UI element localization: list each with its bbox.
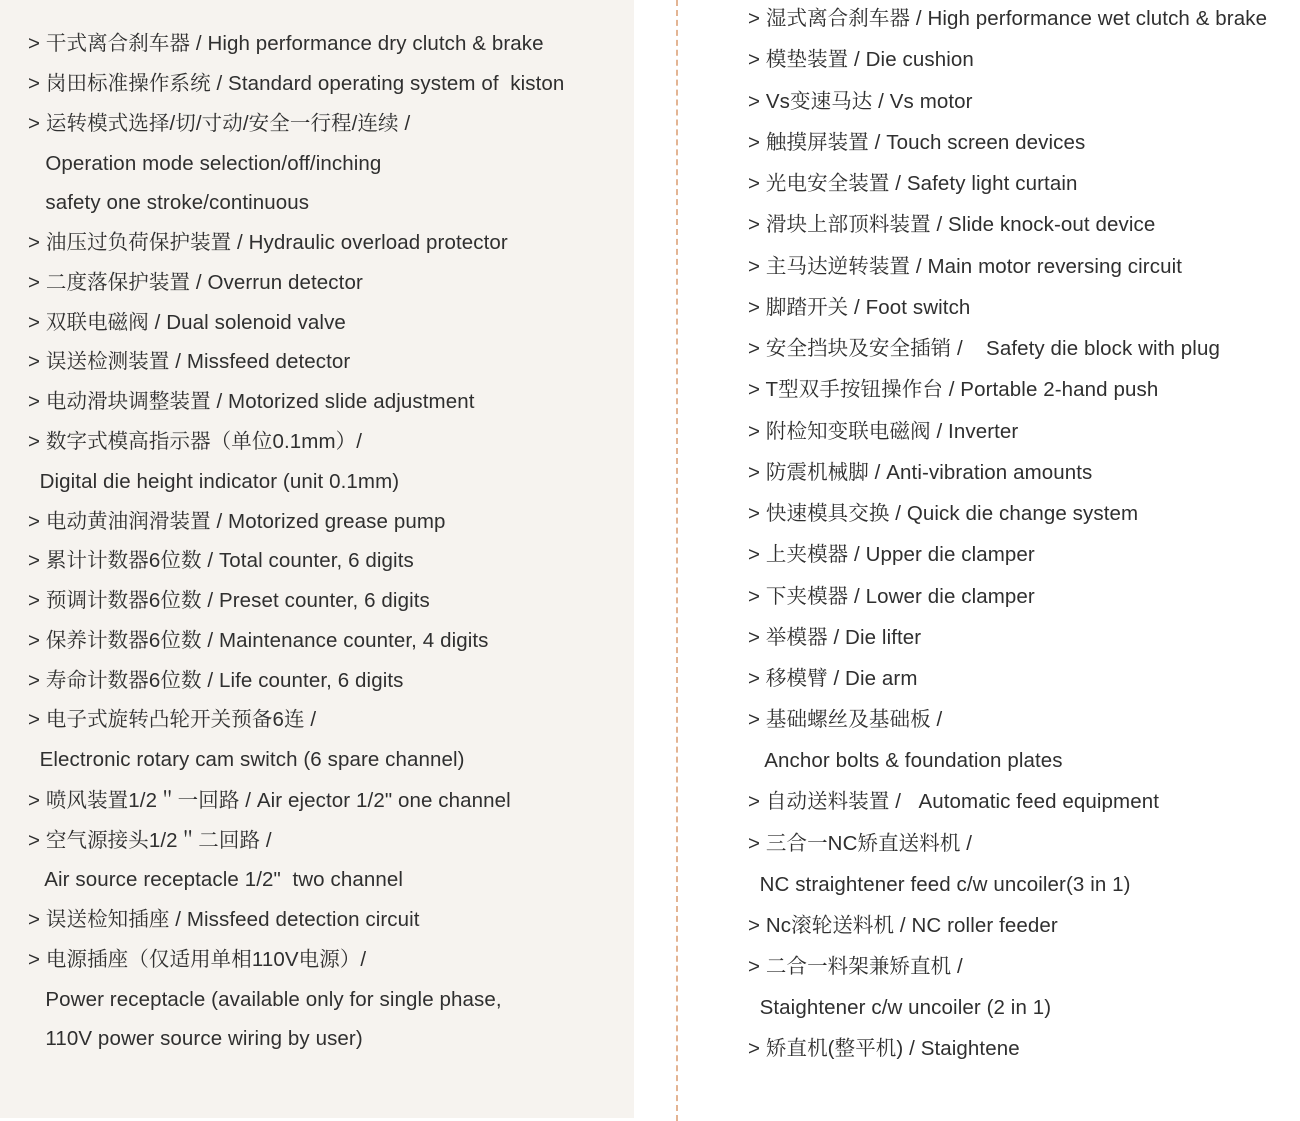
list-item-continuation: Digital die height indicator (unit 0.1mm) [28,470,400,493]
list-item: > 误送检知插座 / Missfeed detection circuit [28,908,420,931]
list-item: > 电动黄油润滑装置 / Motorized grease pump [28,510,446,533]
list-item: > 数字式模高指示器（单位0.1mm）/ [28,430,363,453]
list-item: > 触摸屏装置 / Touch screen devices [748,131,1086,154]
optional-equipment-list [748,0,1300,1100]
list-item: > 油压过负荷保护装置 / Hydraulic overload protector [28,231,508,254]
list-item: > 脚踏开关 / Foot switch [748,296,971,319]
list-item-continuation: Power receptacle (available only for single phase, [28,988,502,1011]
list-item: > 安全挡块及安全插销 / Safety die block with plug [748,337,1220,360]
list-item: > 光电安全装置 / Safety light curtain [748,172,1078,195]
column-divider [676,0,678,1121]
list-item: > 快速模具交换 / Quick die change system [748,502,1139,525]
list-item: > 寿命计数器6位数 / Life counter, 6 digits [28,669,404,692]
list-item: > Nc滚轮送料机 / NC roller feeder [748,914,1058,937]
list-item: > 举模器 / Die lifter [748,626,922,649]
list-item: > 矫直机(整平机) / Staightene [748,1037,1020,1060]
list-item: > 自动送料装置 / Automatic feed equipment [748,790,1160,813]
list-item: > 主马达逆转装置 / Main motor reversing circuit [748,255,1183,278]
list-item-continuation: Air source receptacle 1/2" two channel [28,868,403,891]
list-item: > 保养计数器6位数 / Maintenance counter, 4 digits [28,629,489,652]
list-item: > 预调计数器6位数 / Preset counter, 6 digits [28,589,430,612]
list-item: > 二合一料架兼矫直机 / [748,955,963,978]
list-item: > T型双手按钮操作台 / Portable 2-hand push [748,378,1159,401]
list-item: > 附检知变联电磁阀 / Inverter [748,420,1019,443]
list-item-continuation: 110V power source wiring by user) [28,1027,363,1050]
list-item: > 移模臂 / Die arm [748,667,918,690]
list-item: > 滑块上部顶料装置 / Slide knock-out device [748,213,1156,236]
list-item: > 三合一NC矫直送料机 / [748,832,973,855]
list-item-continuation: Operation mode selection/off/inching [28,152,382,175]
list-item: > 喷风装置1/2＂一回路 / Air ejector 1/2" one channel [28,789,511,812]
list-item: > 电源插座（仅适用单相110V电源）/ [28,948,367,971]
list-item-continuation: NC straightener feed c/w uncoiler(3 in 1) [748,873,1131,896]
list-item: > 二度落保护装置 / Overrun detector [28,271,363,294]
standard-equipment-list [28,0,628,1118]
list-item-continuation: Staightener c/w uncoiler (2 in 1) [748,996,1052,1019]
list-item: > 模垫装置 / Die cushion [748,48,974,71]
list-item: > 防震机械脚 / Anti-vibration amounts [748,461,1093,484]
list-item: > 电动滑块调整装置 / Motorized slide adjustment [28,390,475,413]
list-item: > 误送检测装置 / Missfeed detector [28,350,351,373]
list-item: > 上夹模器 / Upper die clamper [748,543,1035,566]
list-item: > 下夹模器 / Lower die clamper [748,585,1035,608]
list-item-continuation: safety one stroke/continuous [28,191,310,214]
list-item-continuation: Electronic rotary cam switch (6 spare channel) [28,748,465,771]
list-item: > 岗田标准操作系统 / Standard operating system of kiston [28,72,565,95]
list-item: > Vs变速马达 / Vs motor [748,90,973,113]
list-item: > 湿式离合刹车器 / High performance wet clutch & brake [748,7,1268,30]
list-item: > 基础螺丝及基础板 / [748,708,943,731]
list-item: > 双联电磁阀 / Dual solenoid valve [28,311,346,334]
list-item-continuation: Anchor bolts & foundation plates [748,749,1063,772]
list-item: > 空气源接头1/2＂二回路 / [28,829,272,852]
list-item: > 累计计数器6位数 / Total counter, 6 digits [28,549,414,572]
list-item: > 运转模式选择/切/寸动/安全一行程/连续 / [28,112,411,135]
list-item: > 电子式旋转凸轮开关预备6连 / [28,708,317,731]
list-item: > 干式离合刹车器 / High performance dry clutch & brake [28,32,544,55]
